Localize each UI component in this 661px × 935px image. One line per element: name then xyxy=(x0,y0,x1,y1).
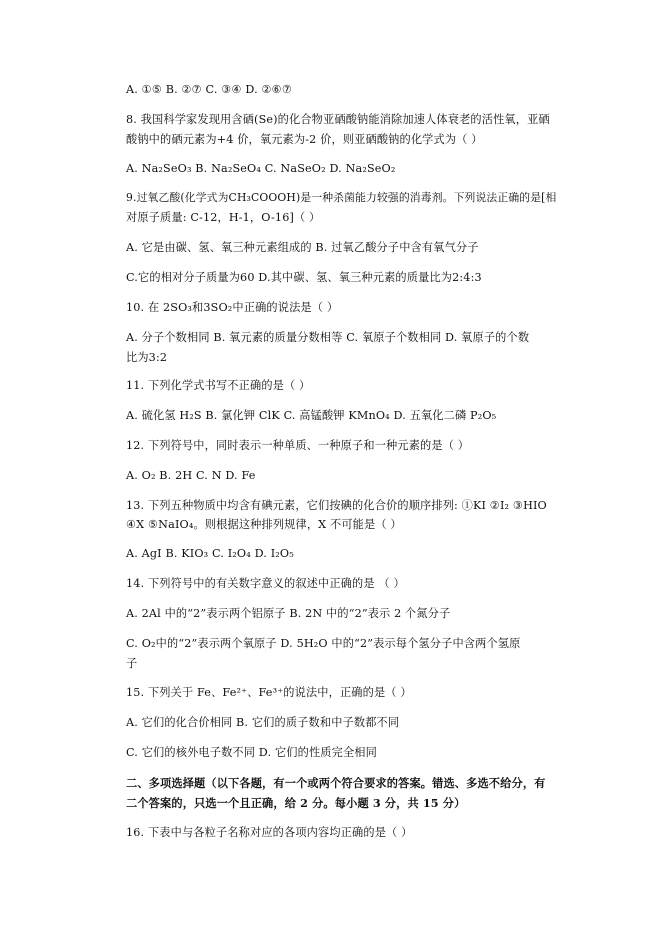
q10-options-line2: 比为3:2 xyxy=(126,351,168,364)
q14-options-cd-line2: 子 xyxy=(126,657,138,670)
q15-options-cd: C. 它们的核外电子数不同 D. 它们的性质完全相同 xyxy=(126,746,377,759)
q8-stem-line1: 8. 我国科学家发现用含硒(Se)的化合物亚硒酸钠能消除加速人体衰老的活性氧，亚硒 xyxy=(126,113,550,126)
q15-options-ab: A. 它们的化合价相同 B. 它们的质子数和中子数都不同 xyxy=(126,716,400,729)
section2-heading-line2: 二个答案的，只选一个且正确，给 2 分。每小题 3 分，共 15 分） xyxy=(126,796,466,810)
q8-stem-line2: 酸钠中的硒元素为+4 价，氧元素为-2 价，则亚硒酸钠的化学式为（ ） xyxy=(126,133,483,146)
q7-options: A. ①⑤ B. ②⑦ C. ③④ D. ②⑥⑦ xyxy=(126,83,293,96)
q8-options: A. Na₂SeO₃ B. Na₂SeO₄ C. NaSeO₂ D. Na₂SeO₂ xyxy=(126,162,396,175)
q9-options-ab: A. 它是由碳、氢、氧三种元素组成的 B. 过氧乙酸分子中含有氧气分子 xyxy=(126,241,479,254)
q9-stem-line2: 对原子质量: C-12，H-1，O-16]（ ） xyxy=(126,211,321,224)
q14-stem: 14. 下列符号中的有关数字意义的叙述中正确的是 （ ） xyxy=(126,577,405,590)
section2-heading-line1: 二、多项选择题（以下各题，有一个或两个符合要求的答案。错选、多选不给分，有 xyxy=(126,776,546,790)
q10-stem: 10. 在 2SO₃和3SO₂中正确的说法是（ ） xyxy=(126,301,339,314)
q11-stem: 11. 下列化学式书写不正确的是（ ） xyxy=(126,379,311,392)
q10-options-line1: A. 分子个数相同 B. 氧元素的质量分数相等 C. 氧原子个数相同 D. 氧原子的个数 xyxy=(126,331,530,344)
q16-stem: 16. 下表中与各粒子名称对应的各项内容均正确的是（ ） xyxy=(126,826,413,839)
q14-options-cd-line1: C. O₂中的“2”表示两个氧原子 D. 5H₂O 中的“2”表示每个氢分子中含两个氢原 xyxy=(126,637,521,650)
q15-stem: 15. 下列关于 Fe、Fe²⁺、Fe³⁺的说法中，正确的是（ ） xyxy=(126,686,412,699)
q13-stem-line1: 13. 下列五种物质中均含有碘元素，它们按碘的化合价的顺序排列: ①KI ②I₂ ③HIO xyxy=(126,499,547,512)
q11-options: A. 硫化氢 H₂S B. 氯化钾 ClK C. 高锰酸钾 KMnO₄ D. 五氧化二磷 P₂O₅ xyxy=(126,409,497,422)
q9-options-cd: C.它的相对分子质量为60 D.其中碳、氢、氧三种元素的质量比为2:4:3 xyxy=(126,271,482,284)
q13-stem-line2: ④X ⑤NaIO₄。则根据这种排列规律，X 不可能是（ ） xyxy=(126,518,402,531)
q12-options: A. O₂ B. 2H C. N D. Fe xyxy=(126,469,256,482)
q14-options-ab: A. 2Al 中的“2”表示两个铝原子 B. 2N 中的“2”表示 2 个氮分子 xyxy=(126,607,451,620)
q9-stem-line1: 9.过氧乙酸(化学式为CH₃COOOH)是一种杀菌能力较强的消毒剂。下列说法正确的是[相 xyxy=(126,191,557,204)
q12-stem: 12. 下列符号中，同时表示一种单质、一种原子和一种元素的是（ ） xyxy=(126,439,470,452)
q13-options: A. AgI B. KIO₃ C. I₂O₄ D. I₂O₅ xyxy=(126,547,294,560)
